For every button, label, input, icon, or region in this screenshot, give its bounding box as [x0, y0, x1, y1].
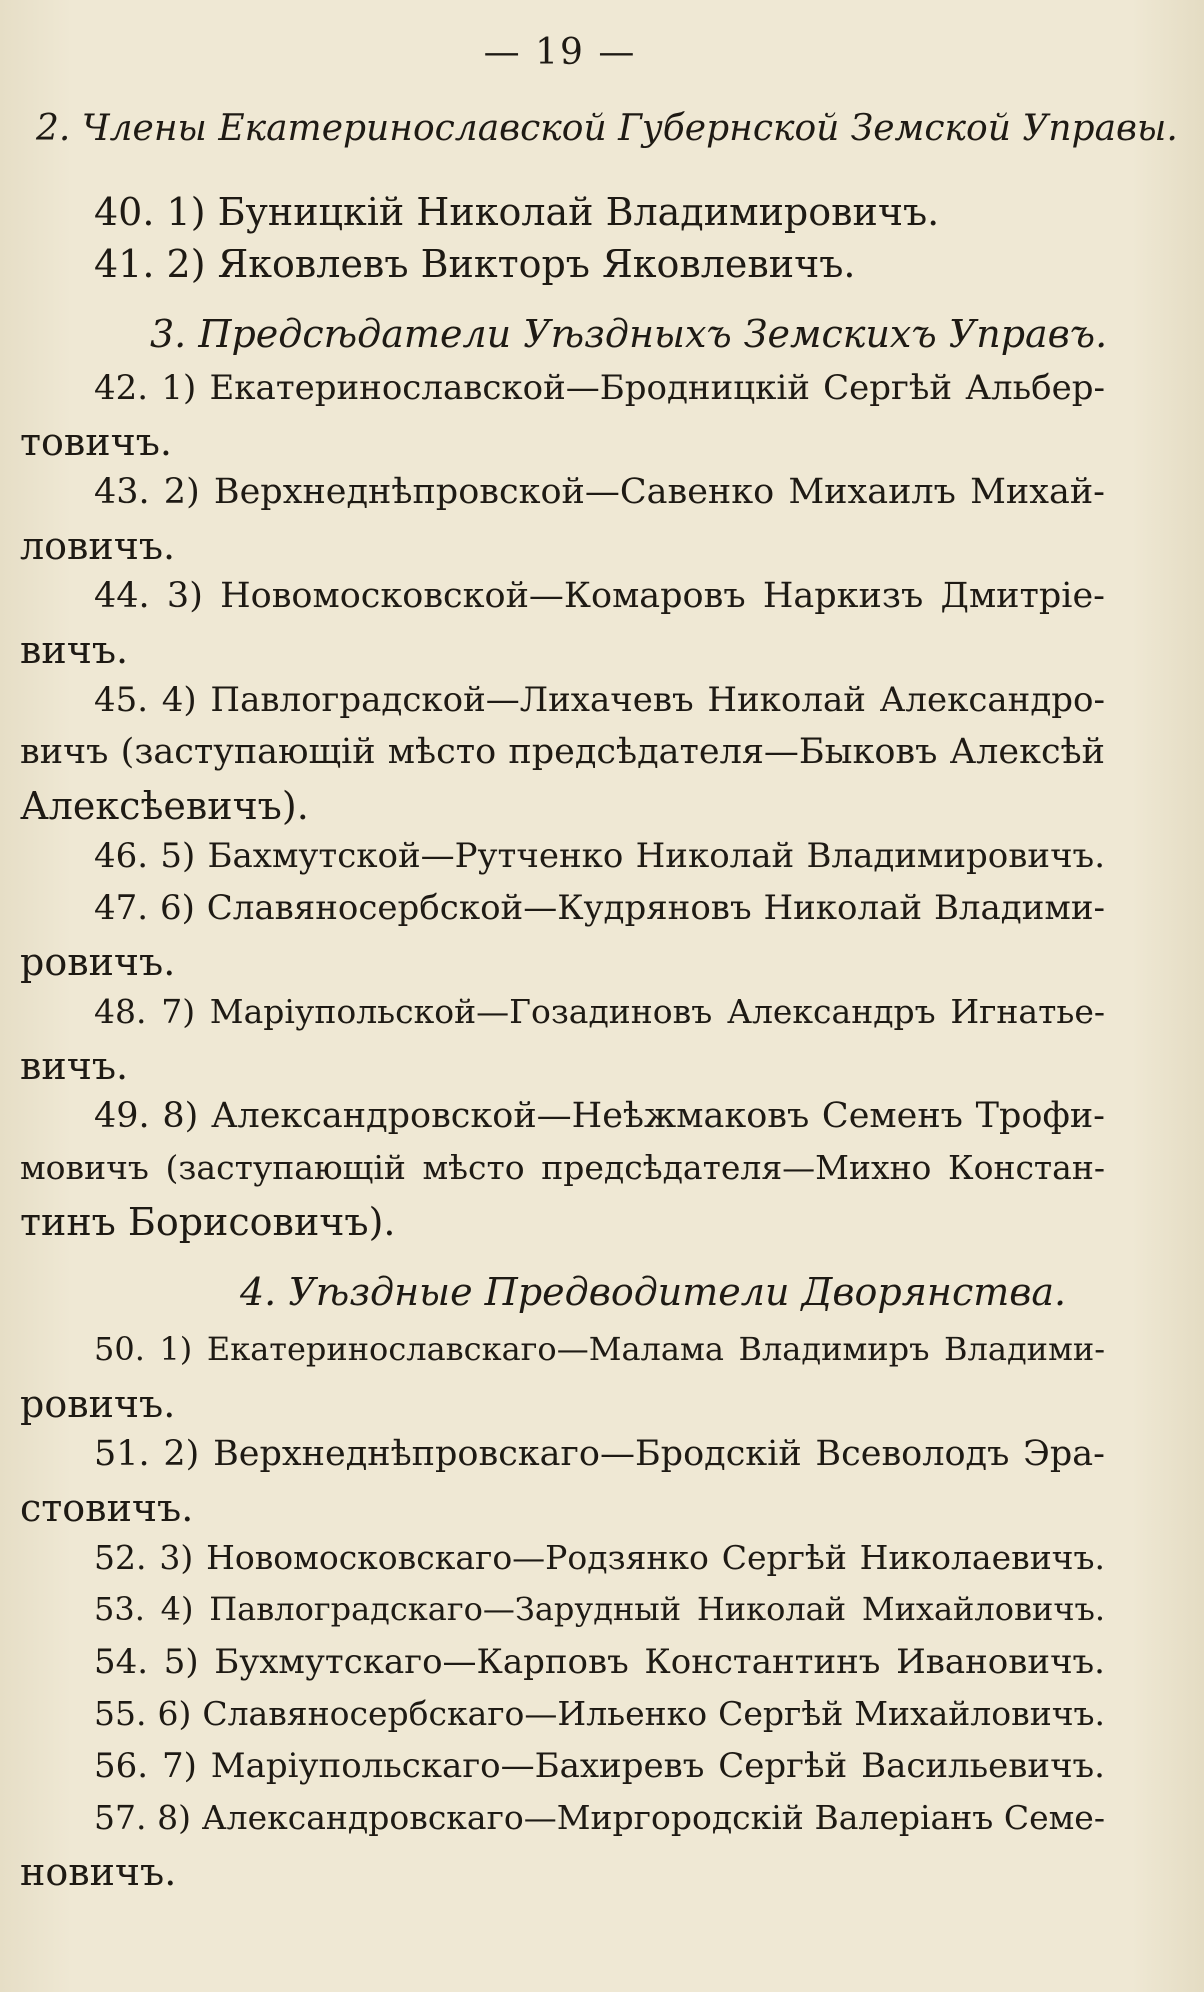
page-number: — 19 —: [483, 32, 637, 73]
entry-49-cont-2: тинъ Борисовичъ).: [20, 1200, 396, 1244]
entry-42-cont: товичъ.: [20, 420, 172, 464]
entry-56: 56. 7) Маріупольскаго—Бахиревъ Сергѣй Васильевичъ.: [94, 1746, 1105, 1786]
section-heading-4: 4. Уѣздные Предводители Дворянства.: [240, 1270, 1067, 1314]
entry-49: 49. 8) Александровской—Неѣжмаковъ Семенъ Трофи-: [94, 1096, 1105, 1136]
entry-50-cont: ровичъ.: [20, 1382, 176, 1426]
entry-45-cont-2: Алексѣевичъ).: [20, 784, 309, 828]
entry-49-cont-1: мовичъ (заступающій мѣсто предсѣдателя—Михно Констан-: [20, 1148, 1105, 1187]
entry-54: 54. 5) Бухмутскаго—Карповъ Константинъ Ивановичъ.: [94, 1642, 1105, 1682]
entry-47: 47. 6) Славяносербской—Кудряновъ Николай Владими-: [94, 888, 1105, 928]
entry-45-cont-1: вичъ (заступающій мѣсто предсѣдателя—Быковъ Алексѣй: [20, 732, 1105, 772]
entry-44-cont: вичъ.: [20, 628, 129, 672]
entry-40: 40. 1) Буницкій Николай Владимировичъ.: [94, 190, 940, 234]
entry-42: 42. 1) Екатеринославской—Бродницкій Сергѣй Альбер-: [94, 368, 1105, 408]
section-heading-3: 3. Предсѣдатели Уѣздныхъ Земскихъ Управъ.: [150, 312, 1108, 356]
entry-45: 45. 4) Павлоградской—Лихачевъ Николай Александро-: [94, 680, 1105, 720]
entry-57: 57. 8) Александровскаго—Миргородскій Валеріанъ Семе-: [94, 1798, 1105, 1837]
entry-48-cont: вичъ.: [20, 1044, 129, 1088]
entry-55: 55. 6) Славяносербскаго—Ильенко Сергѣй Михайловичъ.: [94, 1694, 1105, 1733]
entry-43-cont: ловичъ.: [20, 524, 176, 568]
entry-51-cont: стовичъ.: [20, 1486, 194, 1530]
entry-41: 41. 2) Яковлевъ Викторъ Яковлевичъ.: [94, 242, 856, 286]
entry-52: 52. 3) Новомосковскаго—Родзянко Сергѣй Николаевичъ.: [94, 1538, 1105, 1577]
entry-50: 50. 1) Екатеринославскаго—Малама Владимиръ Владими-: [94, 1330, 1105, 1368]
entry-47-cont: ровичъ.: [20, 940, 176, 984]
entry-43: 43. 2) Верхнеднѣпровской—Савенко Михаилъ Михай-: [94, 472, 1105, 512]
entry-57-cont: новичъ.: [20, 1850, 177, 1894]
entry-53: 53. 4) Павлоградскаго—Зарудный Николай Михайловичъ.: [94, 1590, 1105, 1628]
section-heading-2: 2. Члены Екатеринославской Губернской Земской Управы.: [36, 108, 1178, 149]
entry-44: 44. 3) Новомосковской—Комаровъ Наркизъ Дмитріе-: [94, 576, 1105, 616]
entry-48: 48. 7) Маріупольской—Гозадиновъ Александръ Игнатье-: [94, 992, 1105, 1031]
entry-51: 51. 2) Верхнеднѣпровскаго—Бродскій Всеволодъ Эра-: [94, 1434, 1105, 1474]
entry-46: 46. 5) Бахмутской—Рутченко Николай Владимировичъ.: [94, 836, 1105, 876]
